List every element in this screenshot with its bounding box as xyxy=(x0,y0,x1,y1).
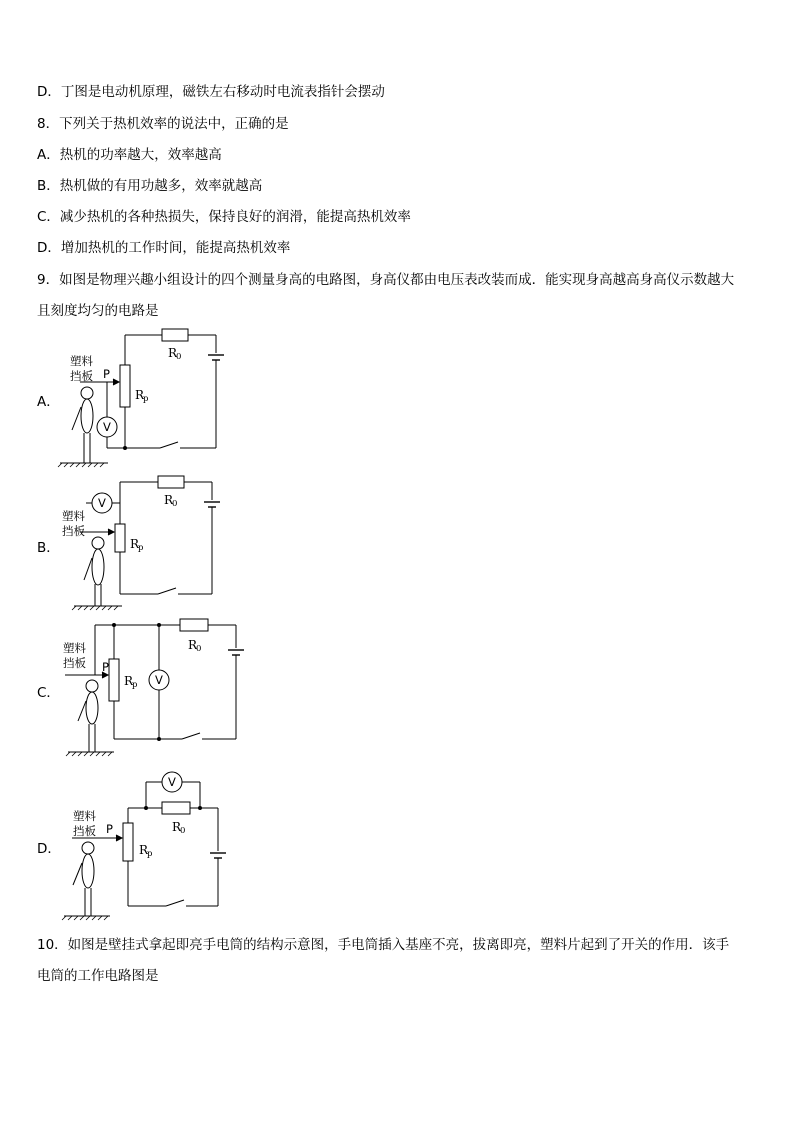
slider-label: P xyxy=(106,822,113,836)
plastic-label-1: 塑料 xyxy=(62,509,85,523)
rheostat-rp xyxy=(120,365,130,407)
resistor-r0 xyxy=(162,329,188,341)
rp-label: R xyxy=(135,388,145,402)
q10-stem-line2: 电筒的工作电路图是 xyxy=(37,968,159,984)
rp-label: R xyxy=(124,674,134,688)
q9-stem-line2: 且刻度均匀的电路是 xyxy=(37,303,159,319)
voltmeter-label: V xyxy=(168,775,176,789)
svg-text:0: 0 xyxy=(196,644,202,654)
svg-text:0: 0 xyxy=(180,826,186,836)
r0-label: R xyxy=(188,638,198,652)
plastic-label-2: 挡板 xyxy=(62,524,85,538)
svg-text:0: 0 xyxy=(176,352,182,362)
q9-option-a-label: A． xyxy=(37,394,60,410)
q8-option-c: C．减少热机的各种热损失，保持良好的润滑，能提高热机效率 xyxy=(37,209,411,225)
rheostat-rp xyxy=(115,524,125,552)
q9-stem-line1: 9．如图是物理兴趣小组设计的四个测量身高的电路图，身高仪都由电压表改装而成．能实现身高越高身高仪示数越大 xyxy=(37,272,735,288)
q8-option-a: A．热机的功率越大，效率越高 xyxy=(37,147,222,163)
q9-circuit-d xyxy=(60,768,240,923)
q9-circuit-a xyxy=(50,325,240,470)
svg-text:p: p xyxy=(132,680,138,690)
plastic-label-2: 挡板 xyxy=(63,656,86,670)
r0-label: R xyxy=(172,820,182,834)
r0-label: R xyxy=(164,493,174,507)
r0-label: R xyxy=(168,346,178,360)
plastic-label-2: 挡板 xyxy=(70,369,93,383)
rp-label: R xyxy=(139,843,149,857)
resistor-r0 xyxy=(158,476,184,488)
q8-option-b: B．热机做的有用功越多，效率就越高 xyxy=(37,178,263,194)
rheostat-rp xyxy=(109,659,119,701)
voltmeter-label: V xyxy=(155,673,163,687)
svg-text:p: p xyxy=(147,849,153,859)
q9-circuit-b xyxy=(60,472,240,617)
slider-label: P xyxy=(102,660,109,674)
svg-text:p: p xyxy=(143,394,149,404)
resistor-r0 xyxy=(162,802,190,814)
svg-text:p: p xyxy=(138,543,144,553)
q9-option-d-label: D． xyxy=(37,841,61,857)
q9-option-c-label: C． xyxy=(37,685,60,701)
q10-stem-line1: 10．如图是壁挂式拿起即亮手电筒的结构示意图，手电筒插入基座不亮，拔离即亮，塑料片起到了开关的作用．该手 xyxy=(37,937,730,953)
plastic-label-1: 塑料 xyxy=(63,641,86,655)
q8-stem: 8．下列关于热机效率的说法中，正确的是 xyxy=(37,116,289,132)
rheostat-rp xyxy=(123,823,133,861)
plastic-label-2: 挡板 xyxy=(73,824,96,838)
voltmeter-label: V xyxy=(103,420,111,434)
plastic-label-1: 塑料 xyxy=(70,354,93,368)
rp-label: R xyxy=(130,537,140,551)
voltmeter-label: V xyxy=(98,496,106,510)
plastic-label-1: 塑料 xyxy=(73,809,96,823)
q9-option-b-label: B． xyxy=(37,540,60,556)
resistor-r0 xyxy=(180,619,208,631)
q9-circuit-c xyxy=(60,615,245,760)
svg-text:0: 0 xyxy=(172,499,178,509)
slider-label: P xyxy=(103,367,110,381)
q7-option-d: D．丁图是电动机原理，磁铁左右移动时电流表指针会摆动 xyxy=(37,84,385,100)
q8-option-d: D．增加热机的工作时间，能提高热机效率 xyxy=(37,240,291,256)
